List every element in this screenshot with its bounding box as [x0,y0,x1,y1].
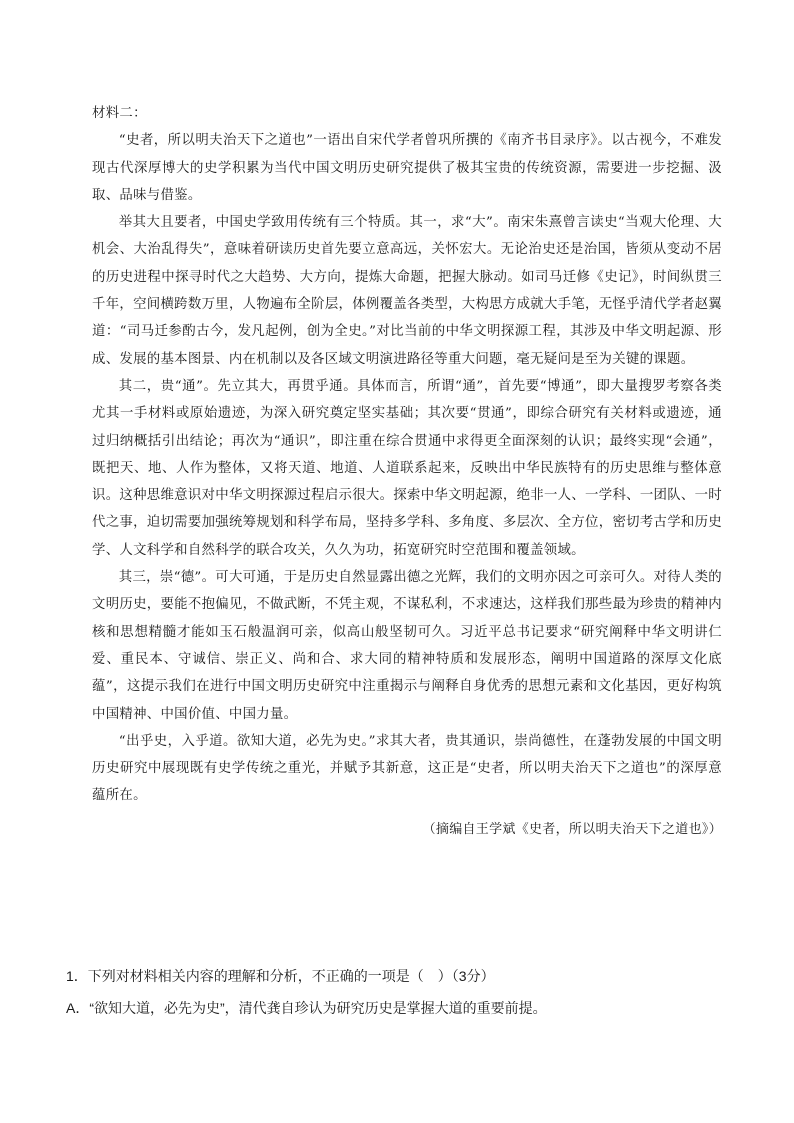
question-option-a: A．“欲知大道，必先为史”，清代龚自珍认为研究历史是掌握大道的重要前提。 [66,1000,547,1016]
material-heading: 材料二： [92,106,147,121]
source-citation: （摘编自王学斌《史者，所以明夫治天下之道也》） [422,821,722,837]
paragraph-feature-virtue: 其三，崇“德”。可大可通，于是历史自然显露出德之光辉，我们的文明亦因之可亲可久。对待人类的文明历史，要能不抱偏见，不做武断，不凭主观，不谋私利，不求速达，这样我们那些最为珍贵的精神内核和思想精髓才能如玉石般温润可亲，似高山般坚韧可久。习近平总书记要求“研究阐释中华文明讲仁爱、重民本、守诚信、崇正义、尚和合、求大同的精神特质和发展形态，阐明中国道路的深厚文化底蕴”，这提示我们在进行中国文明历史研究中注重揭示与阐释自身优秀的思想元素和文化基因，更好构筑中国精神、中国价值、中国力量。 [92,570,722,722]
paragraph-feature-connected: 其二，贵“通”。先立其大，再贯乎通。具体而言，所谓“通”，首先要“博通”，即大量搜罗考察各类尤其一手材料或原始遗迹，为深入研究奠定坚实基础；其次要“贯通”，即综合研究有关材料或遗迹，通过归纳概括引出结论；再次为“通识”，即注重在综合贯通中求得更全面深刻的认识；最终实现“会通”，既把天、地、人作为整体，又将天道、地道、人道联系起来，反映出中华民族特有的历史思维与整体意识。这种思维意识对中华文明探源过程启示很大。探索中华文明起源，绝非一人、一学科、一团队、一时代之事，迫切需要加强统筹规划和科学布局，坚持多学科、多角度、多层次、全方位，密切考古学和历史学、人文科学和自然科学的联合攻关，久久为功，拓宽研究时空范围和覆盖领域。 [92,378,722,558]
question-stem: 1．下列对材料相关内容的理解和分析，不正确的一项是（ ）（3分） [66,968,495,984]
paragraph-conclusion: “出乎史，入乎道。欲知大道，必先为史。”求其大者，贵其通识，崇尚德性，在蓬勃发展的中国文明历史研究中展现既有史学传统之重光，并赋予其新意，这正是“史者，所以明夫治天下之道也”的深厚意蕴所在。 [92,733,722,804]
paragraph-feature-big: 举其大且要者，中国史学致用传统有三个特质。其一，求“大”。南宋朱熹曾言读史“当观大伦理、大机会、大治乱得失”，意味着研读历史首先要立意高远，关怀宏大。无论治史还是治国，皆须从变动不居的历史进程中探寻时代之大趋势、大方向，提炼大命题，把握大脉动。如司马迁修《史记》，时间纵贯三千年，空间横跨数万里，人物遍布全阶层，体例覆盖各类型，大构思方成就大手笔，无怪乎清代学者赵翼道：“司马迁参酌古今，发凡起例，创为全史。”对比当前的中华文明探源工程，其涉及中华文明起源、形成、发展的基本图景、内在机制以及各区域文明演进路径等重大问题，毫无疑问是至为关键的课题。 [92,215,722,367]
question-block [66,960,746,1024]
paragraph-intro: “史者，所以明夫治天下之道也”一语出自宋代学者曾巩所撰的《南齐书目录序》。以古视今，不难发现古代深厚博大的史学积累为当代中国文明历史研究提供了极其宝贵的传统资源，需要进一步挖掘、汲取、品味与借鉴。 [92,133,722,203]
reading-material [92,100,722,843]
